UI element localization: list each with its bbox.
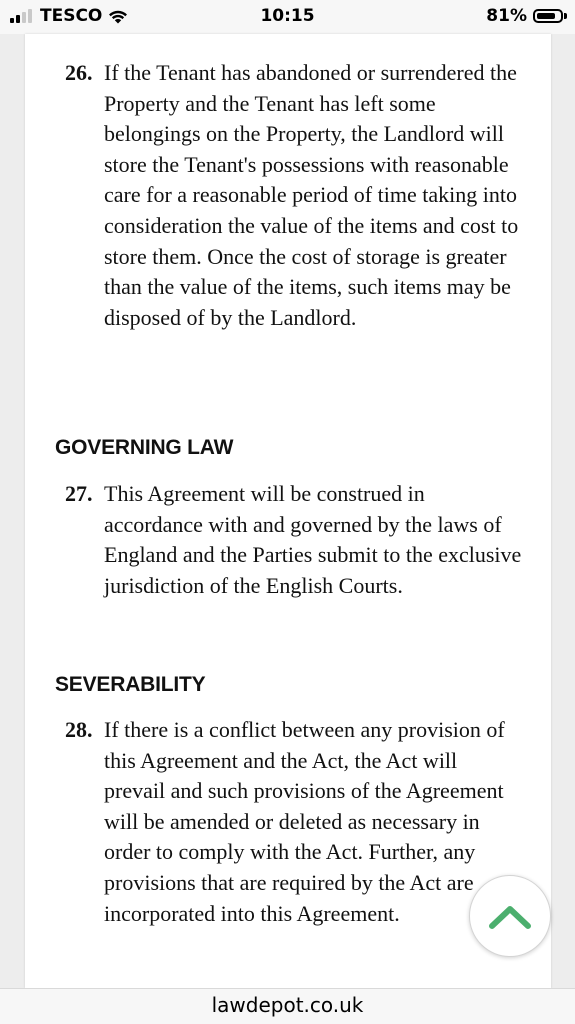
clause-28	[65, 715, 535, 929]
clause-text: If the Tenant has abandoned or surrendered the Property and the Tenant has left some belongings on the Property, the Landlord will store the Tenant's possessions with reasonable care for a reasonable period of time taking into consideration the value of the items and cost to store them. Once the cost of storage is greater than the value of the items, such items may be disposed of by the Landlord.	[104, 60, 519, 330]
battery-icon	[533, 9, 563, 23]
clause-27	[65, 479, 535, 601]
scroll-to-top-button[interactable]	[469, 875, 551, 957]
status-bar	[0, 0, 575, 34]
chevron-up-icon	[487, 901, 533, 931]
clause-text: This Agreement will be construed in accordance with and governed by the laws of England and the Parties submit to the exclusive jurisdiction of the English Courts.	[104, 481, 522, 598]
carrier-name: TESCO	[40, 6, 103, 26]
section-heading-severability: SEVERABILITY	[55, 673, 206, 696]
clause-text: If there is a conflict between any provision of this Agreement and the Act, the Act will prevail and such provisions of the Agreement will be amended or deleted as necessary in order to comply with the Act. Further, any provisions that are required by the Act are incorporated into this Agreement.	[104, 717, 505, 926]
clause-number: 26.	[65, 60, 93, 85]
battery-group	[486, 6, 567, 26]
battery-tip	[564, 13, 567, 19]
url-domain[interactable]: lawdepot.co.uk	[211, 993, 364, 1017]
clause-26	[65, 58, 535, 333]
clause-number: 27.	[65, 481, 93, 506]
clock: 10:15	[260, 6, 315, 26]
section-heading-governing-law: GOVERNING LAW	[55, 436, 234, 459]
clause-number: 28.	[65, 717, 93, 742]
battery-level-fill	[537, 13, 555, 19]
battery-percent: 81%	[486, 6, 527, 26]
url-bar[interactable]	[0, 988, 575, 1024]
